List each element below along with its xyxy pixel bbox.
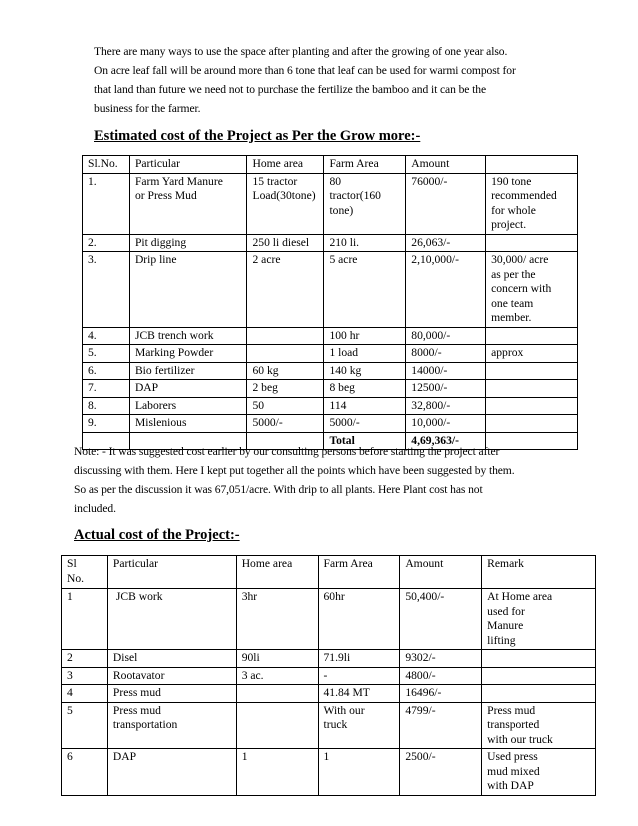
table-cell: 4 [62, 685, 108, 703]
table-cell: 2,10,000/- [406, 252, 486, 328]
table-cell: 1. [83, 173, 130, 234]
table-cell: 2500/- [400, 749, 482, 796]
note-line: discussing with them. Here I kept put together all the points which have been suggested by them. [74, 464, 515, 477]
table-cell: Rootavator [107, 667, 236, 685]
table-cell: 10,000/- [406, 415, 486, 433]
table-cell: 60hr [318, 589, 400, 650]
table-header-row [83, 156, 578, 174]
header-cell: Particular [129, 156, 247, 174]
table-cell: 26,063/- [406, 234, 486, 252]
table-cell: Bio fertilizer [129, 362, 247, 380]
table-cell: 2 beg [247, 380, 324, 398]
table-row [62, 702, 596, 749]
intro-paragraph [94, 42, 516, 118]
note-line: So as per the discussion it was 67,051/acre. With drip to all plants. Here Plant cost has not [74, 483, 483, 496]
header-cell: Sl No. [62, 556, 108, 589]
table-row [83, 415, 578, 433]
table-cell: 7. [83, 380, 130, 398]
table-cell [486, 327, 578, 345]
table-cell [486, 234, 578, 252]
table-cell: 12500/- [406, 380, 486, 398]
table-row [83, 327, 578, 345]
table-cell: 90li [236, 650, 318, 668]
table-row [83, 234, 578, 252]
header-cell: Amount [400, 556, 482, 589]
header-cell: Sl.No. [83, 156, 130, 174]
table-cell [486, 362, 578, 380]
table-cell: approx [486, 345, 578, 363]
table-cell: JCB work [107, 589, 236, 650]
table-cell: 1 load [324, 345, 406, 363]
table-cell [486, 397, 578, 415]
table-cell: Drip line [129, 252, 247, 328]
table-cell: 210 li. [324, 234, 406, 252]
header-cell: Farm Area [318, 556, 400, 589]
table-cell: Laborers [129, 397, 247, 415]
table-cell: 16496/- [400, 685, 482, 703]
table-cell: 190 tone recommended for whole project. [486, 173, 578, 234]
table-cell: DAP [107, 749, 236, 796]
table-cell [236, 685, 318, 703]
table-cell: 5000/- [324, 415, 406, 433]
intro-line: that land than future we need not to purchase the fertilize the bamboo and it can be the [94, 83, 487, 96]
table-row [62, 650, 596, 668]
actual-cost-table [61, 555, 596, 796]
table-row [83, 362, 578, 380]
table-cell: 80,000/- [406, 327, 486, 345]
estimated-cost-heading: Estimated cost of the Project as Per the Grow more:- [94, 128, 421, 144]
table-cell: Used press mud mixed with DAP [482, 749, 596, 796]
header-cell: Farm Area [324, 156, 406, 174]
table-cell: 2 [62, 650, 108, 668]
table-cell [486, 380, 578, 398]
header-cell: Particular [107, 556, 236, 589]
table-cell: Farm Yard Manure or Press Mud [129, 173, 247, 234]
note-line: Note: - It was suggested cost earlier by our consulting persons before starting the project after [74, 445, 500, 458]
table-cell: Pit digging [129, 234, 247, 252]
table-cell: 32,800/- [406, 397, 486, 415]
table-cell: - [318, 667, 400, 685]
table-cell: At Home area used for Manure lifting [482, 589, 596, 650]
table-cell: 1 [62, 589, 108, 650]
note-line: included. [74, 502, 116, 515]
table-cell: 1 [318, 749, 400, 796]
table-cell [482, 650, 596, 668]
table-cell: 71.9li [318, 650, 400, 668]
table-cell: 15 tractor Load(30tone) [247, 173, 324, 234]
table-cell: 5000/- [247, 415, 324, 433]
table-row [83, 173, 578, 234]
table-cell: 41.84 MT [318, 685, 400, 703]
table-row [83, 380, 578, 398]
header-cell: Amount [406, 156, 486, 174]
header-cell: Home area [247, 156, 324, 174]
table-cell: 250 li diesel [247, 234, 324, 252]
table-cell: 3 [62, 667, 108, 685]
table-cell: With our truck [318, 702, 400, 749]
table-cell: 80 tractor(160 tone) [324, 173, 406, 234]
table-cell: 5 acre [324, 252, 406, 328]
table-cell: 4799/- [400, 702, 482, 749]
table-cell: 3hr [236, 589, 318, 650]
table-cell: 3 ac. [236, 667, 318, 685]
table-row [62, 589, 596, 650]
table-cell: 8000/- [406, 345, 486, 363]
table-row [83, 397, 578, 415]
header-cell [486, 156, 578, 174]
table-cell [236, 702, 318, 749]
table-cell [482, 685, 596, 703]
table-cell: Press mud [107, 685, 236, 703]
table-cell: 60 kg [247, 362, 324, 380]
note-paragraph [74, 442, 515, 518]
table-cell: 76000/- [406, 173, 486, 234]
table-row [62, 749, 596, 796]
table-cell: 100 hr [324, 327, 406, 345]
intro-line: There are many ways to use the space after planting and after the growing of one year also. [94, 45, 508, 58]
table-cell [486, 415, 578, 433]
table-cell: 9302/- [400, 650, 482, 668]
table-cell [482, 667, 596, 685]
table-cell: 6. [83, 362, 130, 380]
table-header-row [62, 556, 596, 589]
intro-line: On acre leaf fall will be around more than 6 tone that leaf can be used for warmi compost for [94, 64, 516, 77]
total-value: 4,69,363/- [406, 432, 486, 450]
table-cell: 114 [324, 397, 406, 415]
table-cell: 1 [236, 749, 318, 796]
table-cell: JCB trench work [129, 327, 247, 345]
table-cell [247, 345, 324, 363]
table-cell [247, 327, 324, 345]
table-cell: 50,400/- [400, 589, 482, 650]
table-cell: DAP [129, 380, 247, 398]
table-row [62, 685, 596, 703]
header-cell: Remark [482, 556, 596, 589]
intro-line: business for the farmer. [94, 102, 201, 115]
table-cell: 30,000/ acre as per the concern with one team member. [486, 252, 578, 328]
table-cell: 9. [83, 415, 130, 433]
table-cell: Press mud transportation [107, 702, 236, 749]
estimated-cost-table [82, 155, 578, 450]
table-cell: 2 acre [247, 252, 324, 328]
table-row [83, 345, 578, 363]
table-cell: Mislenious [129, 415, 247, 433]
table-cell: 5 [62, 702, 108, 749]
total-label: Total [324, 432, 406, 450]
table-cell: 8 beg [324, 380, 406, 398]
header-cell: Home area [236, 556, 318, 589]
table-cell: 14000/- [406, 362, 486, 380]
table-cell: 8. [83, 397, 130, 415]
table-cell: 6 [62, 749, 108, 796]
table-row [62, 667, 596, 685]
table-row [83, 252, 578, 328]
table-cell: Disel [107, 650, 236, 668]
table-cell: 50 [247, 397, 324, 415]
table-cell: 2. [83, 234, 130, 252]
table-cell: 3. [83, 252, 130, 328]
actual-cost-heading: Actual cost of the Project:- [74, 527, 240, 543]
table-cell: 140 kg [324, 362, 406, 380]
table-cell: Marking Powder [129, 345, 247, 363]
table-cell: 4800/- [400, 667, 482, 685]
table-cell: 4. [83, 327, 130, 345]
table-cell: Press mud transported with our truck [482, 702, 596, 749]
table-cell: 5. [83, 345, 130, 363]
